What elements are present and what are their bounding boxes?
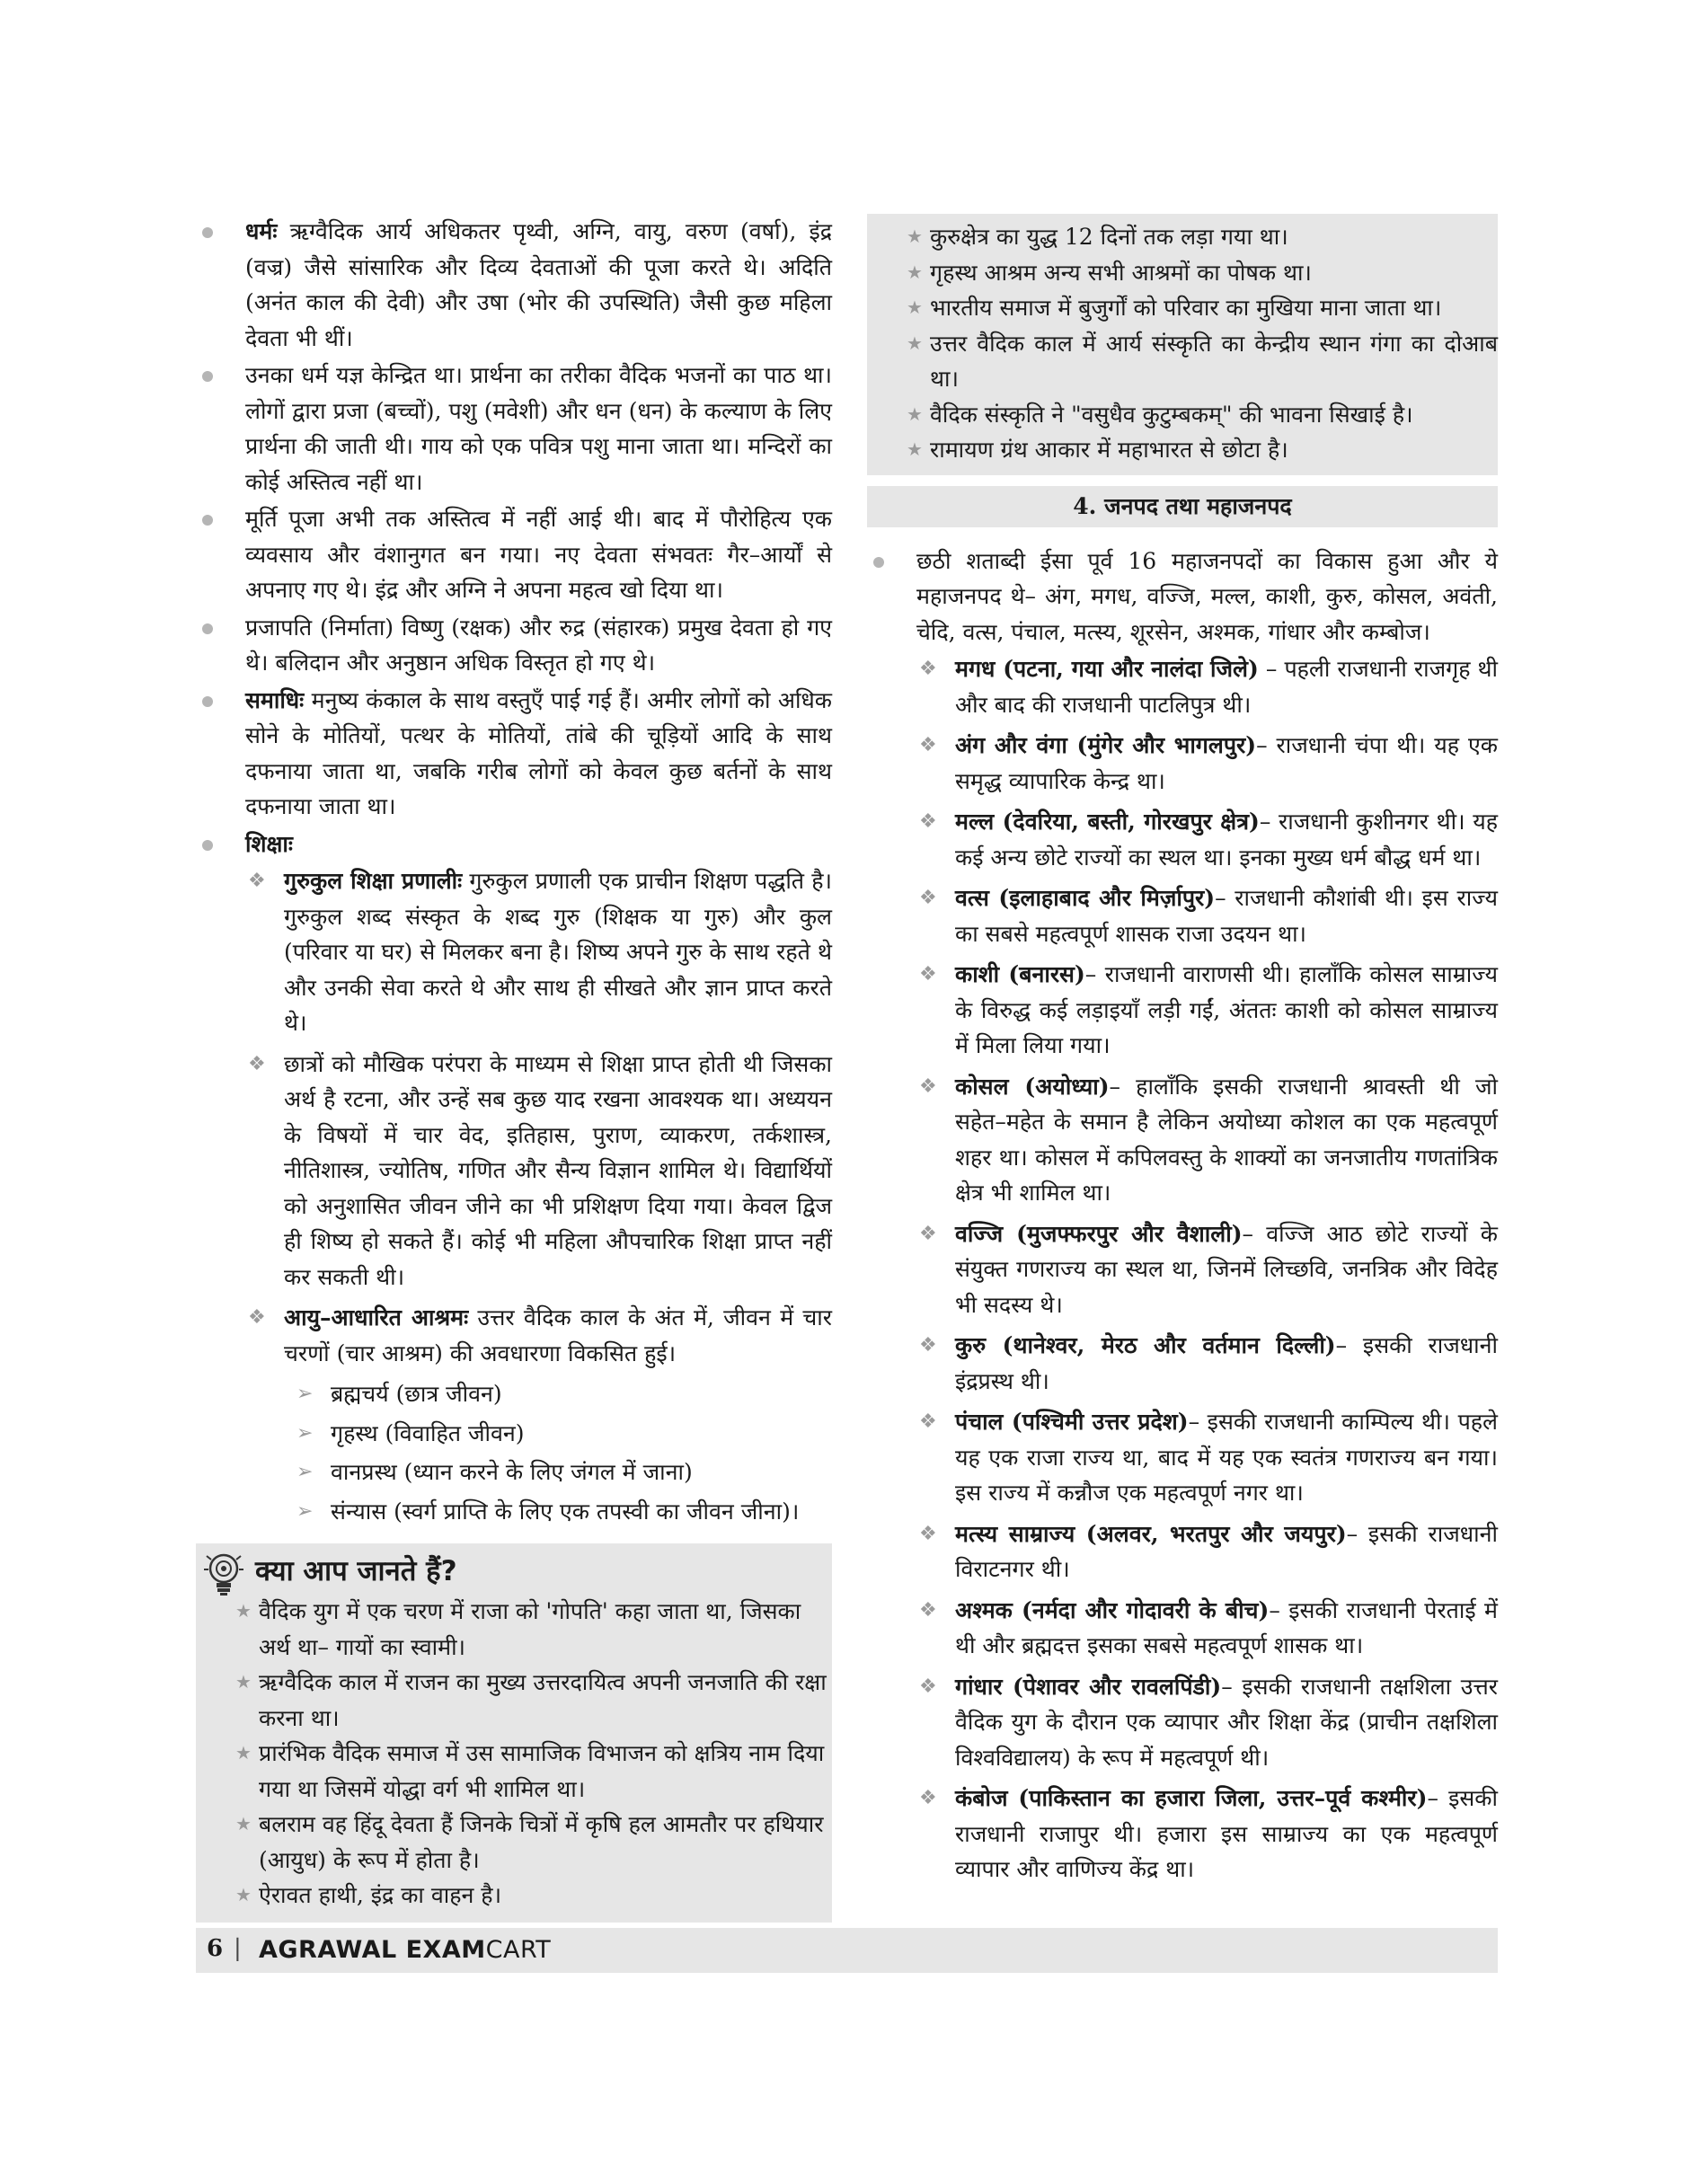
ashram-text: गृहस्थ (विवाहित जीवन) bbox=[331, 1419, 525, 1446]
janapada-item bbox=[867, 728, 1498, 799]
star-icon: ★ bbox=[235, 1884, 252, 1905]
fact-text: वैदिक युग में एक चरण में राजा को 'गोपति' कहा जाता था, जिसका अर्थ था– गायों का स्वामी। bbox=[259, 1598, 801, 1660]
diamond-cluster-icon: ❖ bbox=[919, 1410, 937, 1433]
right-column bbox=[867, 214, 1498, 1893]
item-label: अश्मक (नर्मदा और गोदावरी के बीच) bbox=[955, 1596, 1270, 1623]
star-icon: ★ bbox=[907, 402, 923, 425]
footer-separator: | bbox=[234, 1935, 242, 1962]
star-icon: ★ bbox=[907, 225, 923, 247]
left-column bbox=[196, 214, 832, 1533]
item-label: मगध (पटना, गया और नालंदा जिले) bbox=[955, 656, 1259, 682]
logo-part: CART bbox=[485, 1936, 552, 1964]
bullet-icon bbox=[202, 840, 213, 851]
item-text: उत्तर वैदिक काल के अंत में, जीवन में चार चरणों (चार आश्रम) की अवधारणा विकसित हुई। bbox=[284, 1304, 832, 1366]
education-item bbox=[196, 1300, 832, 1371]
fact-item bbox=[196, 1807, 832, 1878]
item-text: – इसकी राजधानी इंद्रप्रस्थ थी। bbox=[955, 1332, 1498, 1394]
bullet-item bbox=[867, 544, 1498, 650]
janapada-item bbox=[867, 1669, 1498, 1776]
item-text: उनका धर्म यज्ञ केन्द्रित था। प्रार्थना का तरीका वैदिक भजनों का पाठ था। लोगों द्वारा प्रजा (बच्चों), पशु (मवेशी) और धन (धन) के कल्याण के लिए प्रार्थना की जाती थी। गाय को एक पवित्र पशु माना जाता था। मन्दिरों का कोई अस्तित्व नहीं था। bbox=[245, 362, 832, 495]
logo-part: AGRAWAL bbox=[259, 1936, 406, 1964]
bullet-item bbox=[196, 214, 832, 356]
fact-item bbox=[867, 326, 1498, 397]
item-label: वज्जि (मुजफ्फरपुर और वैशाली) bbox=[955, 1220, 1243, 1247]
janapada-item bbox=[867, 1593, 1498, 1664]
item-text: – राजधानी चंपा थी। यह एक समृद्ध व्यापारिक केन्द्र था। bbox=[955, 732, 1498, 794]
fact-item bbox=[196, 1736, 832, 1807]
ashram-item bbox=[196, 1494, 832, 1530]
star-icon: ★ bbox=[235, 1600, 252, 1622]
diamond-cluster-icon: ❖ bbox=[919, 1334, 937, 1357]
arrowhead-icon: ➢ bbox=[296, 1383, 314, 1405]
item-text: – राजधानी कौशांबी थी। इस राज्य का सबसे महत्वपूर्ण शासक राजा उदयन था। bbox=[955, 885, 1499, 947]
fact-text: भारतीय समाज में बुजुर्गों को परिवार का मुखिया माना जाता था। bbox=[930, 295, 1442, 321]
page-footer bbox=[196, 1928, 1498, 1973]
logo-part: EXAM bbox=[405, 1936, 486, 1964]
item-label: कुरु (थानेश्वर, मेरठ और वर्तमान दिल्ली) bbox=[955, 1332, 1336, 1358]
fact-item bbox=[867, 255, 1498, 291]
item-text: मूर्ति पूजा अभी तक अस्तित्व में नहीं आई थी। बाद में पौरोहित्य एक व्यवसाय और वंशानुगत बन गया। नए देवता संभवतः गैर–आर्यों से अपनाए गए थे। इंद्र और अग्नि ने अपना महत्व खो दिया था। bbox=[245, 506, 832, 603]
item-label: काशी (बनारस) bbox=[955, 961, 1085, 987]
star-icon: ★ bbox=[907, 296, 923, 318]
arrowhead-icon: ➢ bbox=[296, 1461, 314, 1483]
item-text: – इसकी राजधानी तक्षशिला उत्तर वैदिक युग के दौरान एक व्यापार और शिक्षा केंद्र (प्राचीन तक्षशिला विश्वविद्यालय) के रूप में महत्वपूर्ण थी। bbox=[955, 1673, 1498, 1771]
item-text: – इसकी राजधानी पेरताई में थी और ब्रह्मदत्त इसका सबसे महत्वपूर्ण शासक था। bbox=[955, 1596, 1498, 1658]
item-label: अंग और वंगा (मुंगेर और भागलपुर) bbox=[955, 732, 1257, 758]
janapada-item bbox=[867, 1216, 1498, 1323]
janapada-item bbox=[867, 804, 1498, 875]
diamond-cluster-icon: ❖ bbox=[919, 1222, 937, 1245]
diamond-cluster-icon: ❖ bbox=[919, 963, 937, 986]
did-you-know-title bbox=[196, 1551, 832, 1592]
page-number: 6 bbox=[207, 1935, 224, 1962]
bullet-icon bbox=[873, 557, 884, 568]
star-icon: ★ bbox=[907, 261, 923, 283]
fact-text: कुरुक्षेत्र का युद्ध 12 दिनों तक लड़ा गया था। bbox=[930, 224, 1288, 250]
diamond-cluster-icon: ❖ bbox=[919, 1787, 937, 1809]
fact-text: बलराम वह हिंदू देवता हैं जिनके चित्रों में कृषि हल आमतौर पर हथियार (आयुध) के रूप में होता है। bbox=[259, 1811, 824, 1873]
bullet-icon bbox=[202, 696, 213, 707]
star-icon: ★ bbox=[907, 438, 923, 460]
item-text: – पहली राजधानी राजगृह थी और बाद की राजधानी पाटलिपुत्र थी। bbox=[955, 656, 1499, 718]
fact-item bbox=[867, 219, 1498, 255]
item-text: छात्रों को मौखिक परंपरा के माध्यम से शिक्षा प्राप्त होती थी जिसका अर्थ है रटना, और उन्हें सब कुछ याद रखना आवश्यक था। अध्ययन के विषयों में चार वेद, इतिहास, पुराण, व्याकरण, तर्कशास्त्र, नीतिशास्त्र, ज्योतिष, गणित और सैन्य विज्ञान शामिल थे। विद्यार्थियों को अनुशासित जीवन जीने का भी प्रशिक्षण दिया गया। केवल द्विज ही शिष्य हो सकते हैं। कोई भी महिला औपचारिक शिक्षा प्राप्त नहीं कर सकती थी। bbox=[284, 1050, 832, 1290]
janapada-item bbox=[867, 1516, 1498, 1587]
item-label: मत्स्य साम्राज्य (अलवर, भरतपुर और जयपुर) bbox=[955, 1520, 1347, 1547]
star-icon: ★ bbox=[235, 1813, 252, 1834]
star-icon: ★ bbox=[235, 1671, 252, 1693]
fact-item bbox=[196, 1665, 832, 1736]
ashram-text: वानप्रस्थ (ध्यान करने के लिए जंगल में जाना) bbox=[331, 1459, 693, 1485]
bullet-item bbox=[196, 683, 832, 825]
item-text: – राजधानी वाराणसी थी। हालाँकि कोसल साम्राज्य के विरुद्ध कई लड़ाइयाँ लड़ी गईं, अंततः काशी को कोसल साम्राज्य में मिला लिया गया। bbox=[955, 961, 1499, 1058]
item-text: – इसकी राजधानी विराटनगर थी। bbox=[955, 1520, 1498, 1582]
box-title-text: क्या आप जानते हैं? bbox=[255, 1555, 457, 1587]
bullet-icon bbox=[202, 515, 213, 526]
diamond-cluster-icon: ❖ bbox=[919, 1522, 937, 1545]
fact-text: रामायण ग्रंथ आकार में महाभारत से छोटा है। bbox=[930, 437, 1288, 463]
item-label: समाधिः bbox=[245, 686, 305, 713]
diamond-cluster-icon: ❖ bbox=[248, 870, 266, 892]
star-icon: ★ bbox=[235, 1742, 252, 1764]
item-label: गांधार (पेशावर और रावलपिंडी) bbox=[955, 1673, 1222, 1700]
item-label: कंबोज (पाकिस्तान का हजारा जिला, उत्तर–पूर्व कश्मीर) bbox=[955, 1785, 1428, 1811]
ashram-item bbox=[196, 1454, 832, 1490]
fact-item bbox=[196, 1878, 832, 1914]
item-label: गुरुकुल शिक्षा प्रणालीः bbox=[284, 868, 463, 894]
janapada-item bbox=[867, 1781, 1498, 1887]
fact-text: उत्तर वैदिक काल में आर्य संस्कृति का केन्द्रीय स्थान गंगा का दोआब था। bbox=[930, 330, 1498, 392]
fact-item bbox=[867, 397, 1498, 433]
diamond-cluster-icon: ❖ bbox=[248, 1052, 266, 1075]
fact-text: वैदिक संस्कृति ने "वसुधैव कुटुम्बकम्" की भावना सिखाई है। bbox=[930, 401, 1413, 428]
item-text: गुरुकुल प्रणाली एक प्राचीन शिक्षण पद्धति है। गुरुकुल शब्द संस्कृत के शब्द गुरु (शिक्षक या गुरु) और कुल (परिवार या घर) से मिलकर बना है। शिष्य अपने गुरु के साथ रहते थे और उनकी सेवा करते थे और साथ ही सीखते और ज्ञान प्राप्त करते थे। bbox=[284, 868, 832, 1036]
diamond-cluster-icon: ❖ bbox=[919, 1074, 937, 1098]
item-text: – इसकी राजधानी राजापुर थी। हजारा इस साम्राज्य का एक महत्वपूर्ण व्यापार और वाणिज्य केंद्र था। bbox=[955, 1785, 1498, 1882]
education-item bbox=[196, 863, 832, 1041]
item-text: – इसकी राजधानी काम्पिल्य थी। पहले यह एक राजा राज्य था, बाद में यह एक स्वतंत्र गणराज्य बन गया। इस राज्य में कन्नौज एक महत्वपूर्ण नगर था। bbox=[955, 1409, 1498, 1506]
fact-text: ऋग्वैदिक काल में राजन का मुख्य उत्तरदायित्व अपनी जनजाति की रक्षा करना था। bbox=[259, 1669, 827, 1731]
publisher-logo bbox=[259, 1936, 551, 1964]
janapada-item bbox=[867, 1069, 1498, 1211]
fact-item bbox=[196, 1594, 832, 1665]
item-label: वत्स (इलाहाबाद और मिर्ज़ापुर) bbox=[955, 885, 1216, 911]
diamond-cluster-icon: ❖ bbox=[919, 658, 937, 680]
item-label: धर्मः bbox=[245, 218, 278, 244]
bullet-icon bbox=[202, 371, 213, 382]
bullet-item bbox=[196, 501, 832, 608]
fact-text: ऐरावत हाथी, इंद्र का वाहन है। bbox=[259, 1882, 502, 1908]
item-label: आयु–आधारित आश्रमः bbox=[284, 1304, 469, 1330]
ashram-item bbox=[196, 1416, 832, 1452]
section-heading: 4. जनपद तथा महाजनपद bbox=[867, 486, 1498, 527]
star-icon: ★ bbox=[907, 332, 923, 354]
lightbulb-icon bbox=[203, 1551, 244, 1597]
item-label: पंचाल (पश्चिमी उत्तर प्रदेश) bbox=[955, 1409, 1189, 1435]
item-text: – हालाँकि इसकी राजधानी श्रावस्ती थी जो सहेत–महेत के समान है लेकिन अयोध्या कोशल का एक महत्वपूर्ण शहर था। कोसल में कपिलवस्तु के शाक्यों का जनजातीय गणतांत्रिक क्षेत्र भी शामिल था। bbox=[955, 1073, 1498, 1206]
diamond-cluster-icon: ❖ bbox=[919, 1598, 937, 1622]
diamond-cluster-icon: ❖ bbox=[248, 1306, 266, 1329]
item-label: कोसल (अयोध्या) bbox=[955, 1073, 1110, 1100]
diamond-cluster-icon: ❖ bbox=[919, 810, 937, 833]
arrowhead-icon: ➢ bbox=[296, 1499, 314, 1523]
bullet-icon bbox=[202, 623, 213, 634]
item-text: प्रजापति (निर्माता) विष्णु (रक्षक) और रुद्र (संहारक) प्रमुख देवता हो गए थे। बलिदान और अनुष्ठान अधिक विस्तृत हो गए थे। bbox=[245, 614, 832, 676]
item-text: ऋग्वैदिक आर्य अधिकतर पृथ्वी, अग्नि, वायु, वरुण (वर्षा), इंद्र (वज्र) जैसे सांसारिक और दिव्य देवताओं की पूजा करते थे। अदिति (अनंत काल की देवी) और उषा (भोर की उपस्थिति) जैसी कुछ महिला देवता भी थीं। bbox=[245, 218, 832, 351]
janapada-item bbox=[867, 957, 1498, 1064]
item-text: मनुष्य कंकाल के साथ वस्तुएँ पाई गई हैं। अमीर लोगों को अधिक सोने के मोतियों, पत्थर के मोतियों, तांबे की चूड़ियों आदि के साथ दफनाया जाता था, जबकि गरीब लोगों को केवल कुछ बर्तनों के साथ दफनाया जाता था। bbox=[245, 686, 832, 819]
fact-text: प्रारंभिक वैदिक समाज में उस सामाजिक विभाजन को क्षत्रिय नाम दिया गया था जिसमें योद्धा वर्ग भी शामिल था। bbox=[259, 1740, 825, 1802]
top-facts-box bbox=[867, 214, 1498, 475]
bullet-item bbox=[196, 610, 832, 681]
education-item bbox=[196, 1047, 832, 1295]
diamond-cluster-icon: ❖ bbox=[919, 887, 937, 909]
item-text: छठी शताब्दी ईसा पूर्व 16 महाजनपदों का विकास हुआ और ये महाजनपद थे– अंग, मगध, वज्जि, मल्ल, काशी, कुरु, कोसल, अवंती, चेदि, वत्स, पंचाल, मत्स्य, शूरसेन, अश्मक, गांधार और कम्बोज। bbox=[916, 547, 1498, 645]
bullet-icon bbox=[202, 227, 213, 238]
diamond-cluster-icon: ❖ bbox=[919, 1675, 937, 1698]
item-text: – राजधानी कुशीनगर थी। यह कई अन्य छोटे राज्यों का स्थल था। इनका मुख्य धर्म बौद्ध धर्म था। bbox=[955, 809, 1498, 871]
item-label: मल्ल (देवरिया, बस्ती, गोरखपुर क्षेत्र) bbox=[955, 809, 1260, 835]
fact-item bbox=[867, 432, 1498, 468]
fact-item bbox=[867, 290, 1498, 326]
bullet-item bbox=[196, 358, 832, 499]
item-label: शिक्षाः bbox=[245, 830, 293, 857]
janapada-item bbox=[867, 651, 1498, 722]
bullet-item bbox=[196, 827, 832, 862]
janapada-item bbox=[867, 1328, 1498, 1399]
ashram-item bbox=[196, 1376, 832, 1412]
janapada-item bbox=[867, 880, 1498, 951]
janapada-item bbox=[867, 1404, 1498, 1511]
ashram-text: ब्रह्मचर्य (छात्र जीवन) bbox=[331, 1381, 502, 1407]
did-you-know-box bbox=[196, 1543, 832, 1923]
arrowhead-icon: ➢ bbox=[296, 1421, 314, 1445]
diamond-cluster-icon: ❖ bbox=[919, 734, 937, 756]
ashram-text: संन्यास (स्वर्ग प्राप्ति के लिए एक तपस्वी का जीवन जीना)। bbox=[331, 1498, 800, 1525]
fact-text: गृहस्थ आश्रम अन्य सभी आश्रमों का पोषक था। bbox=[930, 259, 1312, 286]
item-text: – वज्जि आठ छोटे राज्यों के संयुक्त गणराज्य का स्थल था, जिनमें लिच्छवि, जनत्रिक और विदेह भी सदस्य थे। bbox=[955, 1220, 1498, 1318]
